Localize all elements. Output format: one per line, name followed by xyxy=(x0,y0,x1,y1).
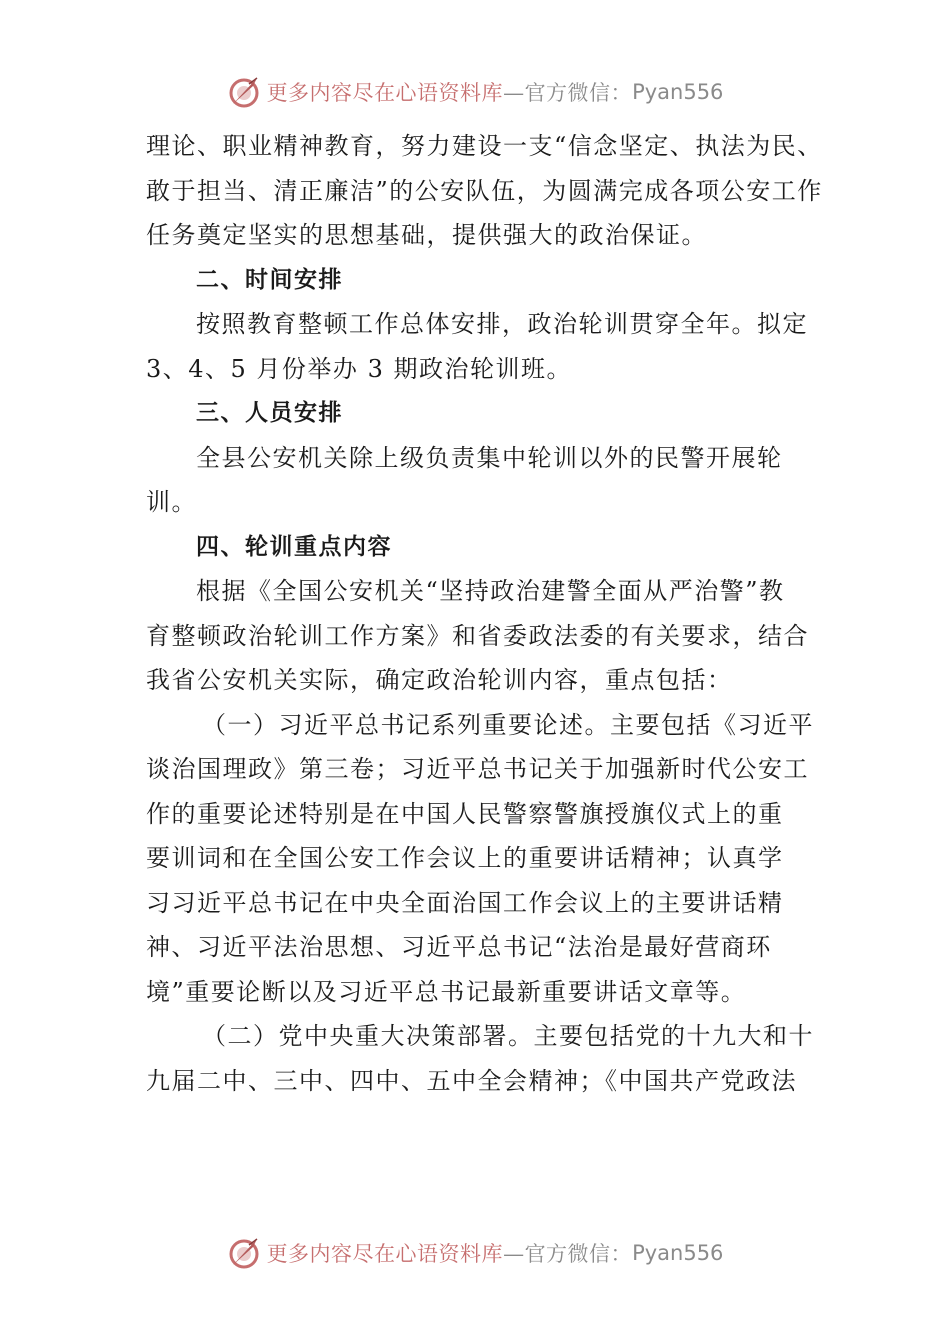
quill-ink-icon xyxy=(227,74,263,110)
body-line: 3、4、5 月份举办 3 期政治轮训班。 xyxy=(146,354,572,383)
body-line: 理论、职业精神教育，努力建设一支“信念坚定、执法为民、 xyxy=(146,132,823,160)
body-line: 敢于担当、清正廉洁”的公安队伍，为圆满完成各项公安工作 xyxy=(146,176,823,205)
banner-text-wechat: —官方微信： xyxy=(503,81,633,105)
body-line: 根据《全国公安机关“坚持政治建警全面从严治警”教 xyxy=(196,577,785,605)
banner-text-id: Pyan556 xyxy=(632,80,724,104)
body-line: 育整顿政治轮训工作方案》和省委政法委的有关要求，结合 xyxy=(146,621,809,650)
body-line: 九届二中、三中、四中、五中全会精神；《中国共产党政法 xyxy=(146,1066,797,1095)
banner-text-id: Pyan556 xyxy=(632,1241,724,1265)
body-line: （一）习近平总书记系列重要论述。主要包括《习近平 xyxy=(202,710,814,739)
section-heading: 二、时间安排 xyxy=(196,266,343,293)
banner-text-wechat: —官方微信： xyxy=(503,1242,633,1266)
body-line: 境”重要论断以及习近平总书记最新重要讲话文章等。 xyxy=(146,977,747,1006)
body-line: 全县公安机关除上级负责集中轮训以外的民警开展轮 xyxy=(196,443,783,472)
body-line: 按照教育整顿工作总体安排，政治轮训贯穿全年。拟定 xyxy=(196,310,808,338)
quill-ink-icon xyxy=(227,1235,263,1271)
section-heading: 四、轮训重点内容 xyxy=(196,533,392,560)
banner-text-main: 更多内容尽在心语资料库 xyxy=(266,81,504,105)
body-line: 要训词和在全国公安工作会议上的重要讲话精神；认真学 xyxy=(146,844,784,872)
section-heading: 三、人员安排 xyxy=(196,400,343,426)
body-line: 训。 xyxy=(146,488,197,516)
banner-text-main: 更多内容尽在心语资料库 xyxy=(266,1242,504,1266)
header-watermark-banner xyxy=(0,70,950,114)
footer-watermark-banner xyxy=(0,1231,950,1275)
document-body xyxy=(146,124,826,1103)
body-line: （二）党中央重大决策部署。主要包括党的十九大和十 xyxy=(202,1022,814,1050)
body-line: 我省公安机关实际，确定政治轮训内容，重点包括： xyxy=(146,666,733,694)
body-line: 习习近平总书记在中央全面治国工作会议上的主要讲话精 xyxy=(146,888,784,917)
body-line: 谈治国理政》第三卷；习近平总书记关于加强新时代公安工 xyxy=(146,755,809,783)
body-line: 神、习近平法治思想、习近平总书记“法治是最好营商环 xyxy=(146,933,772,961)
body-line: 任务奠定坚实的思想基础，提供强大的政治保证。 xyxy=(146,221,707,249)
body-line: 作的重要论述特别是在中国人民警察警旗授旗仪式上的重 xyxy=(146,799,784,828)
